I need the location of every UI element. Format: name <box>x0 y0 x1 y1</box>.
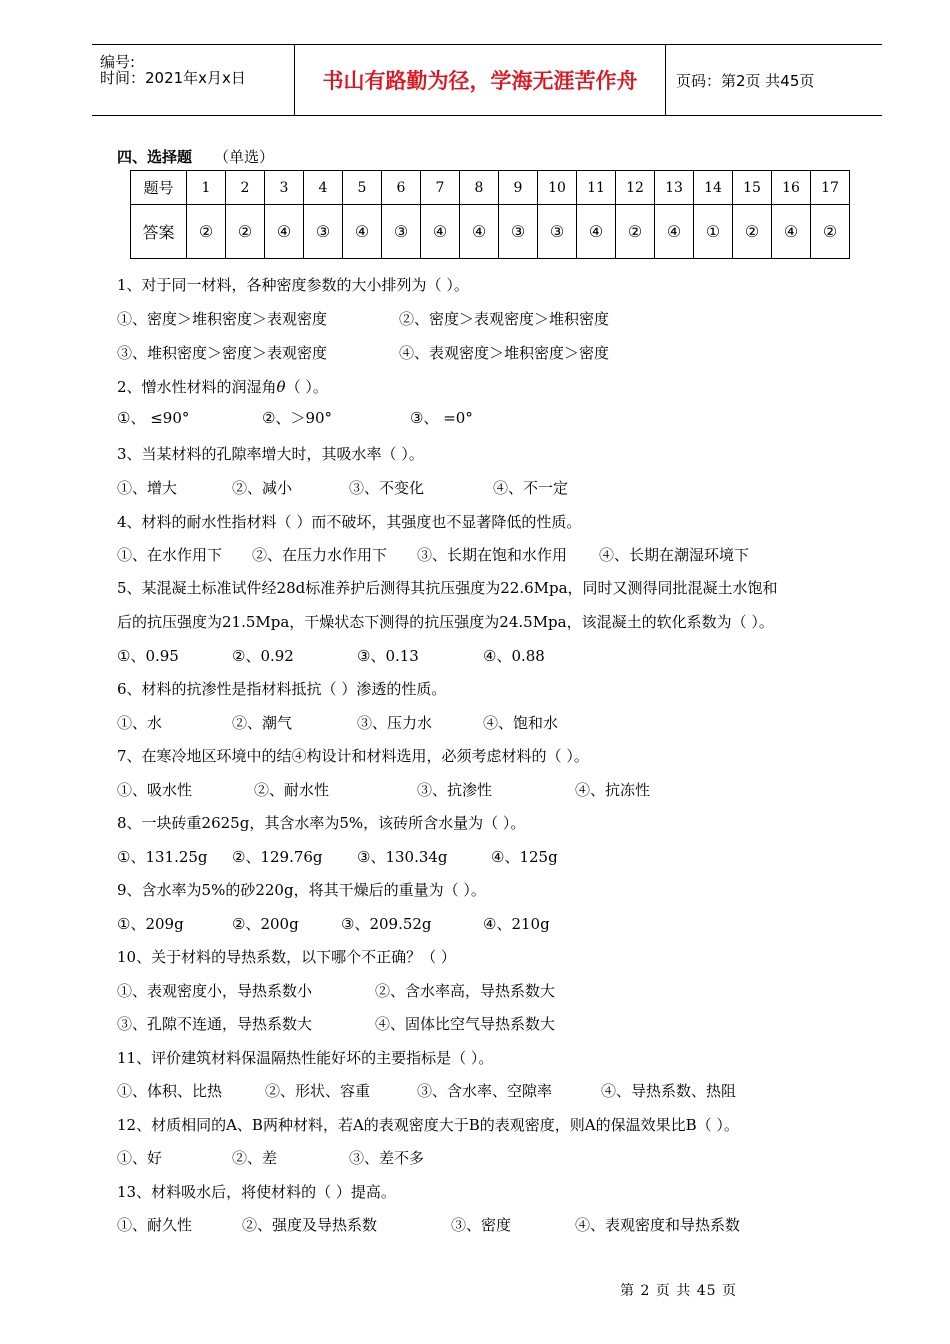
answer-cell: ③ <box>538 205 577 259</box>
option: ③、密度 <box>451 1216 512 1234</box>
question-number-cell: 12 <box>616 171 655 205</box>
option: ④、长期在潮湿环境下 <box>599 546 750 564</box>
option: ③、 =0° <box>410 409 473 427</box>
question-12: 12、材质相同的A、B两种材料，若A的表观密度大于B的表观密度，则A的保温效果比B（ ）。 <box>117 1116 739 1134</box>
option: ②、减小 <box>232 479 293 497</box>
option: ①、密度＞堆积密度＞表观密度 <box>117 310 328 328</box>
option: ①、131.25g <box>117 848 208 866</box>
option: ②、强度及导热系数 <box>242 1216 378 1234</box>
question-number-cell: 4 <box>304 171 343 205</box>
option: ②、在压力水作用下 <box>252 546 388 564</box>
option: ②、含水率高，导热系数大 <box>375 982 556 1000</box>
answer-cell: ③ <box>304 205 343 259</box>
table-row-numbers <box>131 171 850 205</box>
option: ③、130.34g <box>357 848 448 866</box>
question-7: 7、在寒冷地区环境中的结④构设计和材料选用，必须考虑材料的（ ）。 <box>117 747 589 765</box>
question-9: 9、含水率为5%的砂220g，将其干燥后的重量为（ ）。 <box>117 881 486 899</box>
answer-cell: ④ <box>655 205 694 259</box>
option: ①、耐久性 <box>117 1216 193 1234</box>
option: ③、抗渗性 <box>417 781 493 799</box>
answer-cell: ④ <box>460 205 499 259</box>
header-page-info: 页码：第2页 共45页 <box>676 71 815 90</box>
question-2 <box>117 376 328 397</box>
option: ①、增大 <box>117 479 178 497</box>
page-footer: 第 2 页 共 45 页 <box>620 1283 737 1299</box>
answer-cell: ④ <box>421 205 460 259</box>
option: ②、＞90° <box>262 409 333 427</box>
option: ②、0.92 <box>232 647 294 665</box>
question-number-cell: 13 <box>655 171 694 205</box>
option: ②、潮气 <box>232 714 293 732</box>
question-number-cell: 7 <box>421 171 460 205</box>
option: ④、125g <box>491 848 558 866</box>
option: ③、长期在饱和水作用 <box>417 546 568 564</box>
answer-cell: ③ <box>382 205 421 259</box>
table-row-answers <box>131 205 850 259</box>
answer-cell: ② <box>226 205 265 259</box>
option: ①、水 <box>117 714 163 732</box>
question-6: 6、材料的抗渗性是指材料抵抗（ ）渗透的性质。 <box>117 680 447 698</box>
question-number-cell: 8 <box>460 171 499 205</box>
option: ③、含水率、空隙率 <box>417 1082 553 1100</box>
number-label: 编号: <box>100 53 136 71</box>
question-number-cell: 2 <box>226 171 265 205</box>
option: ④、饱和水 <box>483 714 559 732</box>
question-11: 11、评价建筑材料保温隔热性能好坏的主要指标是（ ）。 <box>117 1049 494 1067</box>
answer-cell: ④ <box>772 205 811 259</box>
question-number-cell: 11 <box>577 171 616 205</box>
question-number-cell: 1 <box>187 171 226 205</box>
answer-cell: ④ <box>265 205 304 259</box>
section-heading: 四、选择题 <box>117 148 193 166</box>
option: ①、体积、比热 <box>117 1082 223 1100</box>
theta-symbol: θ <box>276 378 286 396</box>
answer-cell: ② <box>811 205 850 259</box>
option: ①、 ≤90° <box>117 409 190 427</box>
table-header-answer: 答案 <box>131 205 187 259</box>
section-title <box>117 146 274 167</box>
option: ①、0.95 <box>117 647 179 665</box>
question-number-cell: 6 <box>382 171 421 205</box>
option: ③、不变化 <box>349 479 425 497</box>
question-3: 3、当某材料的孔隙率增大时，其吸水率（ ）。 <box>117 445 424 463</box>
option: ③、差不多 <box>349 1149 425 1167</box>
option: ②、200g <box>232 915 299 933</box>
time-label: 时间：2021年x月x日 <box>100 69 246 87</box>
question-1: 1、对于同一材料，各种密度参数的大小排列为（ ）。 <box>117 276 469 294</box>
question-2-text: 2、憎水性材料的润湿角 <box>117 378 277 396</box>
header-meta <box>92 45 294 115</box>
question-number-cell: 3 <box>265 171 304 205</box>
header-motto: 书山有路勤为径，学海无涯苦作舟 <box>294 45 666 115</box>
question-number-cell: 5 <box>343 171 382 205</box>
question-5-line2: 后的抗压强度为21.5Mpa，干燥状态下测得的抗压强度为24.5Mpa，该混凝土的软化系数为（ ）。 <box>117 613 774 631</box>
section-note: （单选） <box>214 148 275 166</box>
question-number-cell: 17 <box>811 171 850 205</box>
question-2-text-after: （ ）。 <box>285 378 328 396</box>
answer-table <box>130 170 850 259</box>
option: ②、耐水性 <box>254 781 330 799</box>
question-number-cell: 10 <box>538 171 577 205</box>
option: ②、形状、容重 <box>265 1082 371 1100</box>
answer-cell: ② <box>733 205 772 259</box>
option: ②、密度＞表观密度＞堆积密度 <box>399 310 610 328</box>
question-number-cell: 15 <box>733 171 772 205</box>
option: ④、表观密度和导热系数 <box>575 1216 741 1234</box>
option: ②、129.76g <box>232 848 323 866</box>
option: ④、导热系数、热阻 <box>601 1082 737 1100</box>
question-13: 13、材料吸水后，将使材料的（ ）提高。 <box>117 1183 396 1201</box>
option: ③、孔隙不连通，导热系数大 <box>117 1015 313 1033</box>
question-number-cell: 14 <box>694 171 733 205</box>
option: ③、0.13 <box>357 647 419 665</box>
answer-cell: ② <box>616 205 655 259</box>
page-header <box>92 44 882 116</box>
option: ④、固体比空气导热系数大 <box>375 1015 556 1033</box>
option: ①、209g <box>117 915 184 933</box>
option: ②、差 <box>232 1149 278 1167</box>
question-4: 4、材料的耐水性指材料（ ）而不破坏，其强度也不显著降低的性质。 <box>117 513 582 531</box>
answer-cell: ④ <box>577 205 616 259</box>
question-8: 8、一块砖重2625g，其含水率为5%，该砖所含水量为（ ）。 <box>117 814 526 832</box>
option: ④、不一定 <box>493 479 569 497</box>
answer-cell: ③ <box>499 205 538 259</box>
answer-cell: ④ <box>343 205 382 259</box>
option: ①、表观密度小，导热系数小 <box>117 982 313 1000</box>
question-number-cell: 16 <box>772 171 811 205</box>
question-5: 5、某混凝土标准试件经28d标准养护后测得其抗压强度为22.6Mpa，同时又测得同批混凝土水饱和 <box>117 579 778 597</box>
option: ①、吸水性 <box>117 781 193 799</box>
question-10: 10、关于材料的导热系数，以下哪个不正确？（ ） <box>117 948 456 966</box>
question-number-cell: 9 <box>499 171 538 205</box>
option: ①、好 <box>117 1149 163 1167</box>
answer-cell: ② <box>187 205 226 259</box>
answer-cell: ① <box>694 205 733 259</box>
option: ③、209.52g <box>341 915 432 933</box>
option: ④、210g <box>483 915 550 933</box>
option: ④、表观密度＞堆积密度＞密度 <box>399 344 610 362</box>
option: ④、0.88 <box>483 647 545 665</box>
option: ③、堆积密度＞密度＞表观密度 <box>117 344 328 362</box>
option: ①、在水作用下 <box>117 546 223 564</box>
table-header-number: 题号 <box>131 171 187 205</box>
option: ④、抗冻性 <box>575 781 651 799</box>
option: ③、压力水 <box>357 714 433 732</box>
